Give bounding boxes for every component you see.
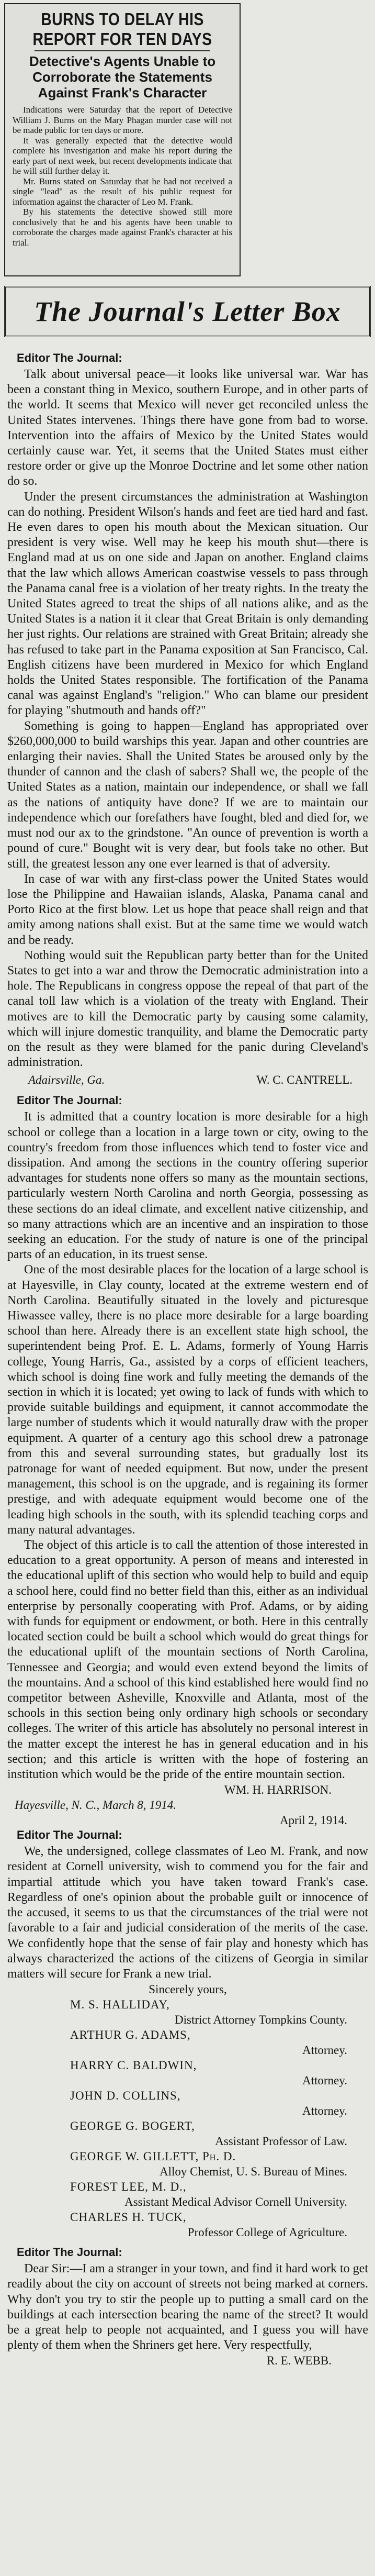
signer-name: CHARLES H. TUCK,	[70, 2211, 187, 2224]
letter-author: WM. H. HARRISON.	[224, 1783, 332, 1797]
letter-paragraph: The object of this article is to call the attention of those interested in education to a great opportunity. A person of means and interested in the educational uplift of this section who would help to build and equip a school here, could find no better field than this, either as an individual enterprise by personally cooperating with Prof. Adams, or by aiding with funds for equipment or endowment, or both. Here in this centrally located section could be built a school which would do great things for the educational uplift of the mountain sections of North Carolina, Tennessee and Georgia; and would even extend beyond the limits of the mountains. And a school of this kind established here would find no competitor between Asheville, Knoxville and Atlanta, most of the schools in this section being only ordinary high schools or secondary colleges. The writer of this article has absolutely no personal interest in the matter except the interest he has in general education and in his section; and this article is written with the hope of fostering an institution which would be the pride of the entire mountain section.	[7, 1538, 368, 1782]
letter	[7, 2245, 368, 2368]
letter	[7, 1093, 368, 1813]
news-clipping	[4, 3, 241, 276]
letter-paragraph: Under the present circumstances the administration at Washington can do nothing. President Wilson's hands and feet are tied hard and fast. He even dares to open his mouth about the Mexican situation. Our president is very wise. Well may he keep his mouth shut—there is England mad at us on one side and Japan on another. England claims that the law which allows American coastwise vessels to pass through the Panama canal free is a violation of her treaty rights. In the treaty the United States agreed to treat the ships of all nations alike, and as the United States is a nation it it clear that Great Britain is only demanding her just rights. Our relations are strained with Great Britain; already she has refused to take part in the Panama exposition at San Francisco, Cal. English citizens have been murdered in Mexico for which England holds the United States responsible. The fortification of the Panama canal was against England's "religion." Who can blame our president for playing "shutmouth and hands off?"	[7, 490, 368, 718]
letter-signature	[7, 1072, 368, 1088]
clipping-headline: BURNS TO DELAY HIS REPORT FOR TEN DAYS	[32, 9, 212, 49]
signer-name: GEORGE W. GILLETT, Ph. D.	[70, 2150, 236, 2163]
clipping-paragraph: By his statements the detective showed still more conclusively that he and his agents have been unable to corroborate the charges made against Frank's character at his trial.	[13, 207, 232, 248]
letter-paragraph: Something is going to happen—England has appropriated over $260,000,000 to build warships this year. Japan and other countries are enlarging their navies. Shall the United States be aroused only by the thunder of cannon and the clash of sabers? Shall we, the people of the United States as a nation, maintain our independence, or shall we fall as the nations of antiquity have done? If we are to maintain our independence which our forefathers have fought, bled and died for, we must nod our ax to the grindstone. "An ounce of prevention is worth a pound of cure." Bought wit is very dear, but fools take no other. But still, the greatest lesson any one ever learned is that of adversity.	[7, 719, 368, 871]
signer-list	[7, 1997, 368, 2240]
signer-title: District Attorney Tompkins County.	[175, 2013, 347, 2027]
letter-closing: Sincerely yours,	[149, 1983, 227, 1996]
letter-paragraph: One of the most desirable places for the location of a large school is at Hayesville, in Clay county, located at the extreme western end of North Carolina. Beautifully situated in the lovely and picturesque Hiwassee valley, there is no place more desirable for a large boarding school than here. Already there is an excellent state high school, the superintendent being Prof. E. L. Adams, formerly of Young Harris college, Young Harris, Ga., assisted by a corps of efficient teachers, which school is doing fine work and fully meeting the demands of the section in which it is located; yet owing to lack of funds with which to provide suitable buildings and equipment, it cannot accommodate the large number of students which it would naturally draw with the proper equipment. A quarter of a century ago this school drew a patronage from this and several surrounding states, but gradually lost its patronage for want of needed equipment. But now, under the present management, this school is on the upgrade, and is regaining its former prestige, and with adequate equipment would become one of the leading high schools in the south, with its splendid teaching corps and many natural advantages.	[7, 1263, 368, 1537]
letter-place: Hayesville, N. C., March 8, 1914.	[15, 1798, 176, 1812]
clipping-paragraph: Indications were Saturday that the report of Detective William J. Burns on the Mary Phagan murder case will not be made public for ten days or more.	[13, 105, 232, 135]
signer-name: JOHN D. COLLINS,	[70, 2089, 181, 2103]
clipping-rule	[35, 50, 210, 51]
letter-salutation: Editor The Journal:	[17, 2246, 122, 2259]
signer-name: GEORGE G. BOGERT,	[70, 2119, 195, 2133]
signer-name: HARRY C. BALDWIN,	[70, 2059, 197, 2072]
letter	[7, 1813, 368, 2240]
letter-paragraph: It is admitted that a country location is more desirable for a high school or college than a location in a large town or city, owing to the country's freedom from those influences which tend to foster vice and dissipation. And among the sections in the country offering superior advantages for students none offers so many as the mountain sections, particularly western North Carolina and north Georgia, possessing as these sections do an ideal climate, and excellent native citizenship, and so many attractions which are an incentive and an inspiration to those seeking an education. For the study of nature is one of the principal parts of an education, in its truest sense.	[7, 1110, 368, 1262]
clipping-subhead: Detective's Agents Unable to Corroborate the Statements Against Frank's Character	[29, 53, 216, 101]
letter-salutation: Editor The Journal:	[17, 1094, 122, 1107]
letter-paragraph: Talk about universal peace—it looks like universal war. War has been a constant thing in Mexico, southern Europe, and in other parts of the world. It seems that Mexico will never get reconciled unless the United States intervenes. Things there have gone from bad to worse. Intervention into the affairs of Mexico by the United States would certainly cause war. Yet, it seems that the United States must either restore order or give up the Monroe Doctrine and let some other nation do so.	[7, 368, 368, 488]
masthead-title: The Journal's Letter Box	[34, 296, 341, 327]
letter-place: Adairsville, Ga.	[28, 1073, 105, 1087]
letter-paragraph: In case of war with any first-class power the United States would lose the Philippine and Hawaiian islands, Alaska, Panama canal and Porto Rico at the first blow. Let us hope that peace shall reign and that amity among nations shall exist. But at the same time we would watch and be ready.	[7, 872, 368, 947]
signer-name: ARTHUR G. ADAMS,	[70, 2028, 191, 2042]
letter-author: W. C. CANTRELL.	[256, 1073, 353, 1087]
letter-dateline: April 2, 1914.	[279, 1814, 347, 1827]
letter-paragraph: We, the undersigned, college classmates of Leo M. Frank, and now resident at Cornell university, wish to commend you for the fair and impartial attitude which you have taken toward Frank's case. Regardless of one's opinion about the probable guilt or innocence of the accused, it seems to us that the circumstances of the trial were not favorable to a fair and judicial consideration of the merits of the case. We confidently hope that the sense of fair play and honesty which has always characterized the actions of the citizens of Georgia in similar matters will secure for Frank a new trial.	[7, 1845, 368, 1981]
letter-paragraph: Nothing would suit the Republican party better than for the United States to get into a war and throw the Democratic administration into a hole. The Republicans in congress oppose the repeal of that part of the canal toll law which is a violation of the treaty with England. Their motives are to kill the Democratic party by causing some calamity, which will injure domestic tranquility, and blame the Democratic party on the result as they were blamed for the panic during Cleveland's administration.	[7, 948, 368, 1070]
signer-title: Attorney.	[302, 2074, 347, 2088]
letter-salutation: Editor The Journal:	[17, 351, 122, 364]
signer-title: Assistant Medical Advisor Cornell University.	[124, 2195, 347, 2209]
signer-title: Attorney.	[302, 2044, 347, 2057]
clipping-paragraph: Mr. Burns stated on Saturday that he had not received a single "lead" as the result of his public request for information against the character of Leo M. Frank.	[13, 176, 232, 207]
letter-salutation: Editor The Journal:	[17, 1828, 122, 1842]
letters-column	[7, 346, 368, 2368]
signer-title: Attorney.	[302, 2104, 347, 2118]
signer-title: Alloy Chemist, U. S. Bureau of Mines.	[159, 2165, 347, 2179]
signer-name: M. S. HALLIDAY,	[70, 1998, 170, 2012]
signer-title: Professor College of Agriculture.	[187, 2226, 347, 2239]
letter	[7, 351, 368, 1088]
letter-author: R. E. WEBB.	[266, 2354, 332, 2368]
clipping-paragraph: It was generally expected that the detective would complete his investigation and make his report during the early part of next week, but recent developments indicate that he will still further delay it.	[13, 135, 232, 176]
signer-title: Assistant Professor of Law.	[215, 2135, 347, 2148]
letter-paragraph: Dear Sir:—I am a stranger in your town, and find it hard work to get readily about the city on account of streets not being marked at corners. Why don't you try to stir the people up to putting a small card on the buildings at each intersection bearing the name of the street? It would be a great help to people not acquainted, and I guess you will have plenty of them when the Shriners get here. Very respectfully,	[7, 2262, 368, 2352]
letter-box-masthead	[4, 286, 371, 337]
signer-name: FOREST LEE, M. D.,	[70, 2180, 187, 2194]
